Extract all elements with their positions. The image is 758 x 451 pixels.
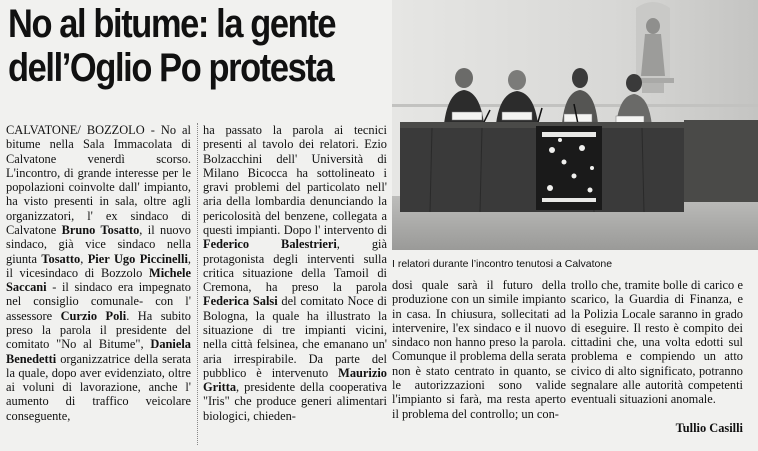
article-photo xyxy=(392,0,758,250)
column-1-text xyxy=(6,123,191,423)
person-name: Michele Saccani xyxy=(6,265,191,295)
body-text-segment: , il vicesindaco di Bozzolo xyxy=(6,251,191,280)
person-name: Bruno Tosatto xyxy=(61,222,140,237)
headline-line-1: No al bitume: la gente xyxy=(8,2,336,46)
person-name: Pier Ugo Piccinelli xyxy=(87,251,188,266)
person-name: Daniela Benedetti xyxy=(6,337,191,366)
article-column-1 xyxy=(6,123,191,423)
person-name: Curzio Poli xyxy=(60,308,127,323)
body-text-segment: , già protagonista degli interventi sulla critica situazione della Tamoil di Cremona, ha preso la parola xyxy=(203,237,387,295)
body-text-segment: CALVATONE/ BOZZOLO - No al bitume nella Sala Immacolata di Calvatone venerdì scorso. L'incontro, di grande interesse per le popolazioni coinvolte dall' impianto, ha visto presenti in sala, oltre agli organizzatori, l' ex sindaco di Calvatone xyxy=(6,123,191,237)
article-column-4 xyxy=(571,278,743,407)
person-name: Tosatto xyxy=(41,251,81,266)
photo-caption: I relatori durante l’incontro tenutosi a Calvatone xyxy=(392,258,613,270)
column-2-text xyxy=(203,123,387,423)
person-name: Federica Salsi xyxy=(203,294,278,309)
person-name: Maurizio Gritta xyxy=(203,365,387,395)
body-text-segment: ha passato la parola ai tecnici presenti al tavolo dei relatori. Ezio Bolzacchini dell' Università di Milano Bicocca ha sottolineato i gravi problemi del particolato nell' aria della lombardia denunciando la pericolosità del benzene, collegata a questi impianti. Dopo l' intervento di xyxy=(203,123,387,237)
body-text-segment: - il sindaco era impegnato nel consiglio comunale- con l' assessore xyxy=(6,280,191,323)
body-text-segment: del comitato Noce di Bologna, la quale ha illustrato la situazione di tre impianti vicini, nella città felsinea, che emanano un' aria irrespirabile. Da parte del pubblico è intervenuto xyxy=(203,294,387,380)
body-text-segment: , presidente della cooperativa "Iris" che produce generi alimentari biologici, chieden- xyxy=(203,380,387,423)
body-text-segment: , il nuovo sindaco, già vice sindaco nella giunta xyxy=(6,222,191,266)
body-text-segment: trollo che, tramite bolle di carico e scarico, la Guardia di Finanza, e la Polizia Locale saranno in grado di eseguire. Il resto è compito dei cittadini che, una volta edotti sul problema e compiendo un atto civico di alto significato, potranno segnalare alle autorità competenti eventuali situazioni anomale. xyxy=(571,278,743,407)
article-column-3 xyxy=(392,278,566,421)
body-text-segment: dosi quale sarà il futuro della produzione con un simile impianto in casa. In chiusura, sollecitati ad intervenire, l'ex sindaco e il nuovo sindaco non hanno preso la parola. Comunque il problema della serata non è stato centrato in quanto, se le autorizzazioni sono valide l'impianto si farà, ma resta aperto il problema del controllo; un con- xyxy=(392,278,566,421)
column-divider xyxy=(197,123,198,445)
column-4-text xyxy=(571,278,743,407)
headline xyxy=(8,2,336,90)
meeting-photo-illustration xyxy=(392,0,758,250)
body-text-segment: . Ha subito preso la parola il presidente del comitato "No al Bitume", xyxy=(6,308,191,352)
person-name: Federico Balestrieri xyxy=(203,237,337,252)
author-signature: Tullio Casilli xyxy=(675,421,743,435)
column-3-text xyxy=(392,278,566,421)
headline-line-2: dell’Oglio Po protesta xyxy=(8,46,334,90)
body-text-segment: organizzatrice della serata la quale, dopo aver evidenziato, oltre ai voluni di lavorazione, anche l' aumento di traffico veicolare conseguente, xyxy=(6,351,191,423)
article-column-2 xyxy=(203,123,387,423)
body-text-segment: , xyxy=(80,251,88,266)
